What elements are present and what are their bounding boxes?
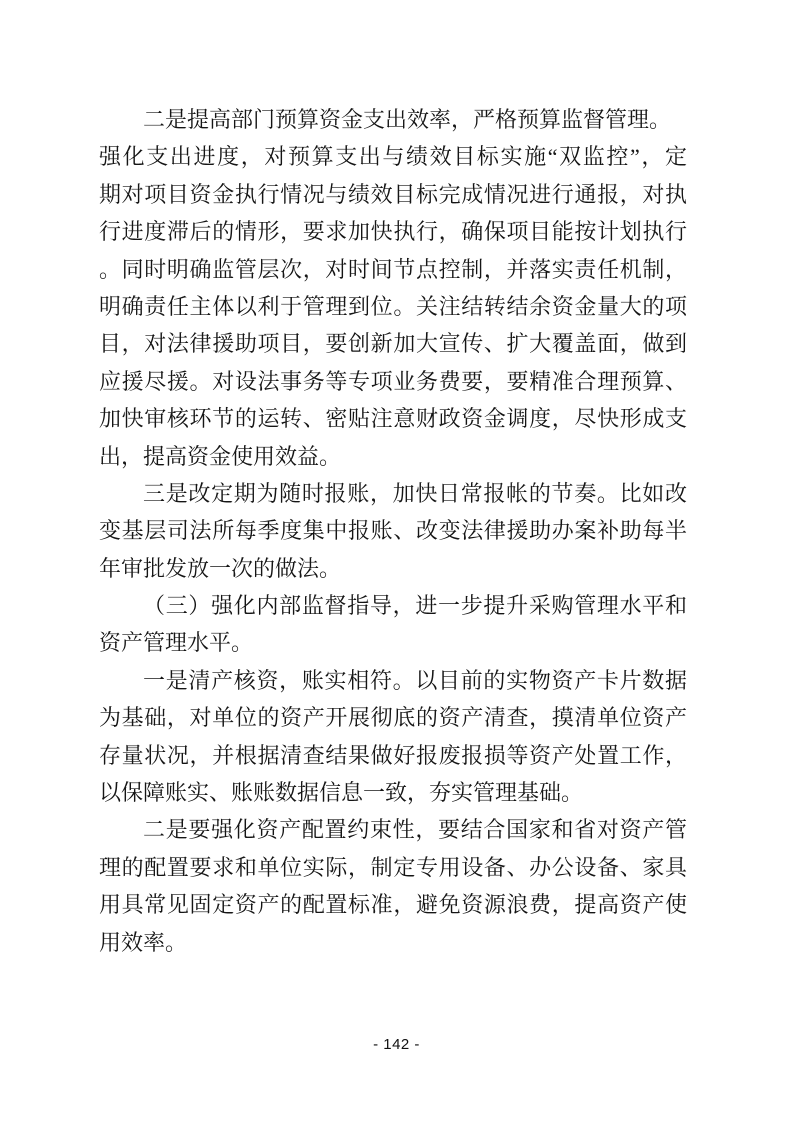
text-line: 应援尽援。对设法事务等专项业务费要，要精准合理预算、 xyxy=(99,368,687,394)
text-line: 理的配置要求和单位实际，制定专用设备、办公设备、家具 xyxy=(99,854,687,880)
paragraph-reimbursement-pace xyxy=(99,475,687,587)
text-line: 以保障账实、账账数据信息一致，夯实管理基础。 xyxy=(99,780,584,806)
text-line: 年审批发放一次的做法。 xyxy=(99,555,342,581)
text-line: 目，对法律援助项目，要创新加大宣传、扩大覆盖面，做到 xyxy=(99,331,687,357)
text-line: 二是要强化资产配置约束性，要结合国家和省对资产管 xyxy=(143,817,687,843)
text-line: 加快审核环节的运转、密贴注意财政资金调度，尽快形成支 xyxy=(99,406,687,432)
text-line: 为基础，对单位的资产开展彻底的资产清查，摸清单位资产 xyxy=(99,705,687,731)
paragraph-budget-expenditure xyxy=(99,101,687,475)
text-line: 用效率。 xyxy=(99,929,188,955)
page-number: - 142 - xyxy=(373,1036,420,1053)
paragraph-asset-allocation xyxy=(99,811,687,961)
paragraph-asset-verification xyxy=(99,662,687,812)
text-line: 出，提高资金使用效益。 xyxy=(99,443,342,469)
text-line: 一是清产核资，账实相符。以目前的实物资产卡片数据 xyxy=(143,667,687,693)
document-body xyxy=(99,101,687,961)
text-line: 强化支出进度，对预算支出与绩效目标实施“双监控”，定 xyxy=(99,144,687,170)
text-line: 资产管理水平。 xyxy=(99,630,254,656)
text-line: 三是改定期为随时报账，加快日常报帐的节奏。比如改 xyxy=(143,480,687,506)
text-line: 期对项目资金执行情况与绩效目标完成情况进行通报，对执 xyxy=(99,181,687,207)
text-line: 明确责任主体以利于管理到位。关注结转结余资金量大的项 xyxy=(99,293,687,319)
text-line: 。同时明确监管层次，对时间节点控制，并落实责任机制， xyxy=(99,256,687,282)
text-line: 用具常见固定资产的配置标准，避免资源浪费，提高资产使 xyxy=(99,892,687,918)
text-line: 行进度滞后的情形，要求加快执行，确保项目能按计划执行 xyxy=(99,219,687,245)
text-line: 变基层司法所每季度集中报账、改变法律援助办案补助每半 xyxy=(99,518,687,544)
text-line: 二是提高部门预算资金支出效率，严格预算监督管理。 xyxy=(143,107,672,132)
text-line: （三）强化内部监督指导，进一步提升采购管理水平和 xyxy=(143,593,687,619)
subheading-internal-supervision xyxy=(99,587,687,662)
text-line: 存量状况，并根据清查结果做好报废报损等资产处置工作， xyxy=(99,742,687,768)
